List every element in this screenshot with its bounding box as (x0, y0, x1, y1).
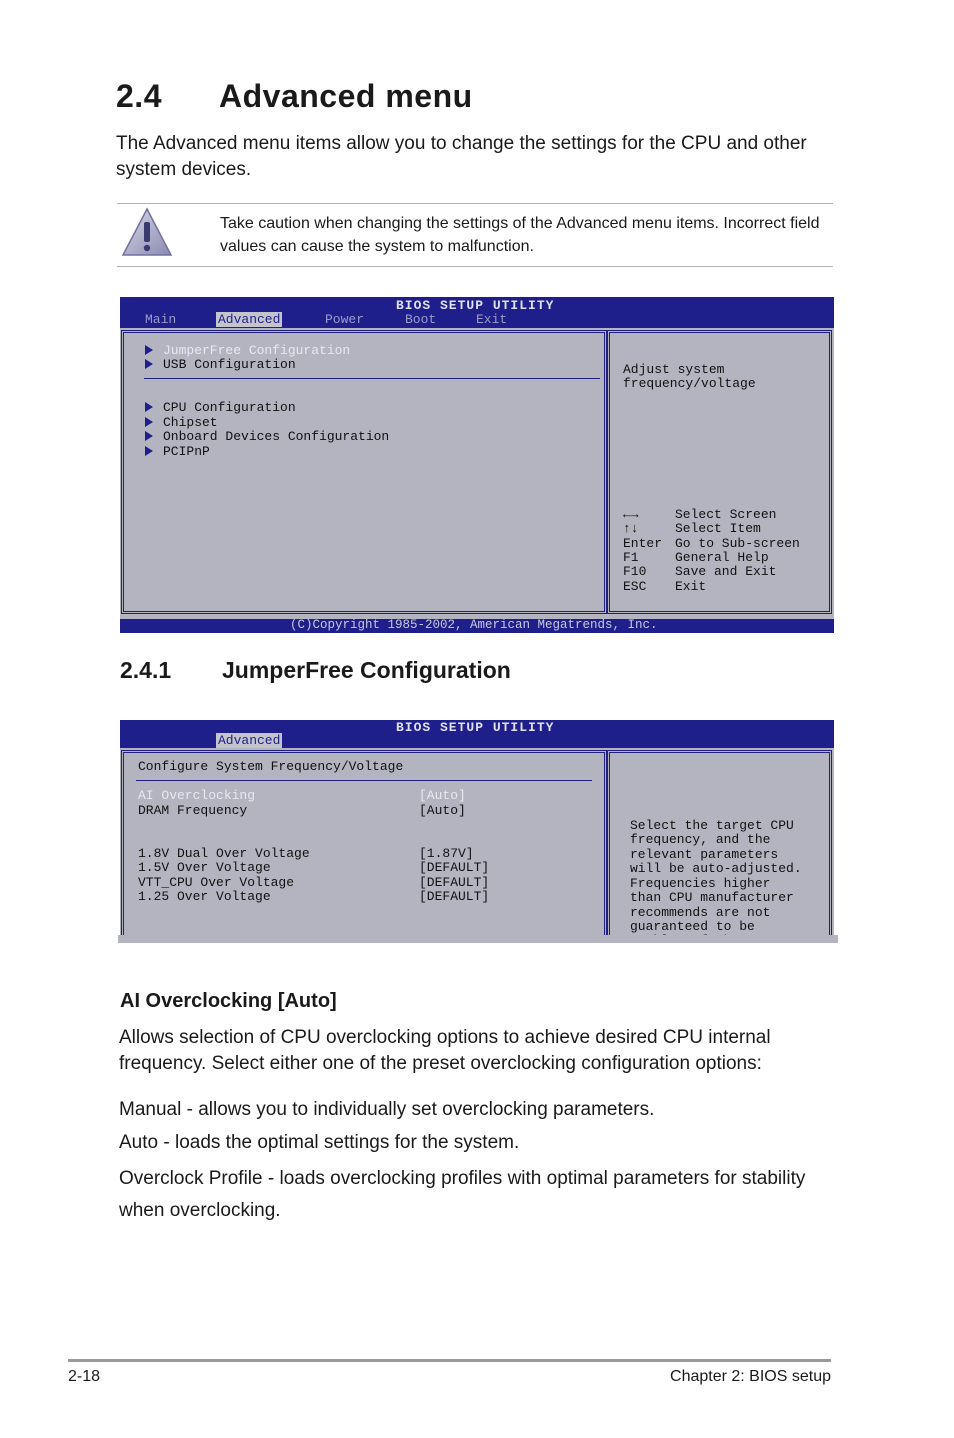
config-header: Configure System Frequency/Voltage (138, 759, 404, 774)
menu-divider (144, 378, 600, 379)
section-heading (116, 78, 473, 115)
bios-title: BIOS SETUP UTILITY (396, 720, 555, 735)
tab-main[interactable]: Main (145, 312, 177, 327)
help-line: relevant parameters (630, 847, 779, 862)
bios-screen-jumperfree (120, 720, 834, 942)
key-legend-row: ↑↓ Select Item (623, 521, 761, 536)
subsection-heading (120, 657, 511, 684)
help-line: frequency/voltage (623, 376, 756, 391)
caution-text: Take caution when changing the settings of the Advanced menu items. Incorrect field values can cause the system to malfunction. (220, 215, 820, 255)
tab-advanced[interactable]: Advanced (218, 733, 281, 748)
setting-row-dram-frequency[interactable]: DRAM Frequency [Auto] (138, 803, 466, 818)
footer-rule (68, 1359, 831, 1362)
bios-screen-advanced (120, 297, 834, 633)
setting-row-ai-overclocking[interactable]: AI Overclocking [Auto] (138, 788, 466, 803)
setting-row-1-5v[interactable]: 1.5V Over Voltage [DEFAULT] (138, 860, 490, 875)
submenu-arrow-icon (145, 359, 153, 369)
page-number: 2-18 (68, 1368, 101, 1385)
help-line: than CPU manufacturer (630, 890, 794, 905)
key-legend-row: F10 Save and Exit (623, 564, 777, 579)
caution-rule-bottom (117, 266, 833, 267)
copyright-text: (C)Copyright 1985-2002, American Megatrends, Inc. (290, 618, 658, 632)
submenu-arrow-icon (145, 345, 153, 355)
option-manual: Manual - allows you to individually set overclocking parameters. (119, 1099, 655, 1120)
menu-item-pcipnp[interactable]: PCIPnP (145, 445, 210, 460)
help-line: Select the target CPU (630, 818, 794, 833)
submenu-arrow-icon (145, 446, 153, 456)
menu-item-chipset[interactable]: Chipset (145, 416, 218, 431)
bios-title: BIOS SETUP UTILITY (396, 298, 555, 313)
warning-icon (120, 206, 174, 260)
bios-title-bar (120, 720, 834, 748)
intro-paragraph: The Advanced menu items allow you to change the settings for the CPU and other system devices. (116, 133, 807, 180)
section-number: 2.4 (116, 78, 162, 114)
menu-item-cpu[interactable]: CPU Configuration (145, 401, 296, 416)
setting-row-1-8v[interactable]: 1.8V Dual Over Voltage [1.87V] (138, 846, 474, 861)
left-right-arrows-icon: ←→ (623, 507, 639, 522)
tab-power[interactable]: Power (325, 312, 365, 327)
help-line: Frequencies higher (630, 876, 771, 891)
menu-item-onboard[interactable]: Onboard Devices Configuration (145, 430, 389, 445)
torn-edge (118, 935, 838, 975)
subsection-number: 2.4.1 (120, 657, 172, 683)
option-overclock-profile: Overclock Profile - loads overclocking profiles with optimal parameters for stability when overclocking. (119, 1168, 806, 1221)
submenu-arrow-icon (145, 417, 153, 427)
key-legend-row: Enter Go to Sub-screen (623, 536, 800, 551)
submenu-arrow-icon (145, 402, 153, 412)
up-down-arrows-icon: ↑↓ (623, 521, 639, 536)
menu-item-jumperfree[interactable]: JumperFree Configuration (145, 344, 350, 359)
ai-overclocking-description: Allows selection of CPU overclocking options to achieve desired CPU internal frequency. Select either one of the preset overclocking configuration options: (119, 1027, 771, 1074)
help-line: frequency, and the (630, 832, 771, 847)
header-divider (136, 780, 592, 781)
tab-exit[interactable]: Exit (476, 312, 508, 327)
help-line: recommends are not (630, 905, 771, 920)
submenu-arrow-icon (145, 431, 153, 441)
key-legend-row: ←→ Select Screen (623, 507, 777, 522)
key-legend-row: F1 General Help (623, 550, 769, 565)
caution-rule-top (117, 203, 833, 204)
setting-row-vtt-cpu[interactable]: VTT_CPU Over Voltage [DEFAULT] (138, 875, 490, 890)
chapter-label: Chapter 2: BIOS setup (670, 1368, 831, 1385)
setting-row-1-25[interactable]: 1.25 Over Voltage [DEFAULT] (138, 889, 490, 904)
menu-item-usb[interactable]: USB Configuration (145, 358, 296, 373)
bios-main-pane (121, 330, 607, 614)
ai-overclocking-heading: AI Overclocking [Auto] (120, 990, 337, 1012)
bios-title-bar (120, 297, 834, 328)
bios-footer-bar (120, 619, 834, 633)
option-auto: Auto - loads the optimal settings for the system. (119, 1132, 520, 1153)
help-line: will be auto-adjusted. (630, 861, 802, 876)
tab-advanced[interactable]: Advanced (218, 312, 281, 327)
help-line: guaranteed to be (630, 919, 755, 934)
section-title: Advanced menu (219, 78, 473, 114)
tab-boot[interactable]: Boot (405, 312, 437, 327)
help-line: Adjust system (623, 362, 725, 377)
subsection-title: JumperFree Configuration (222, 657, 511, 683)
key-legend-row: ESC Exit (623, 579, 707, 594)
